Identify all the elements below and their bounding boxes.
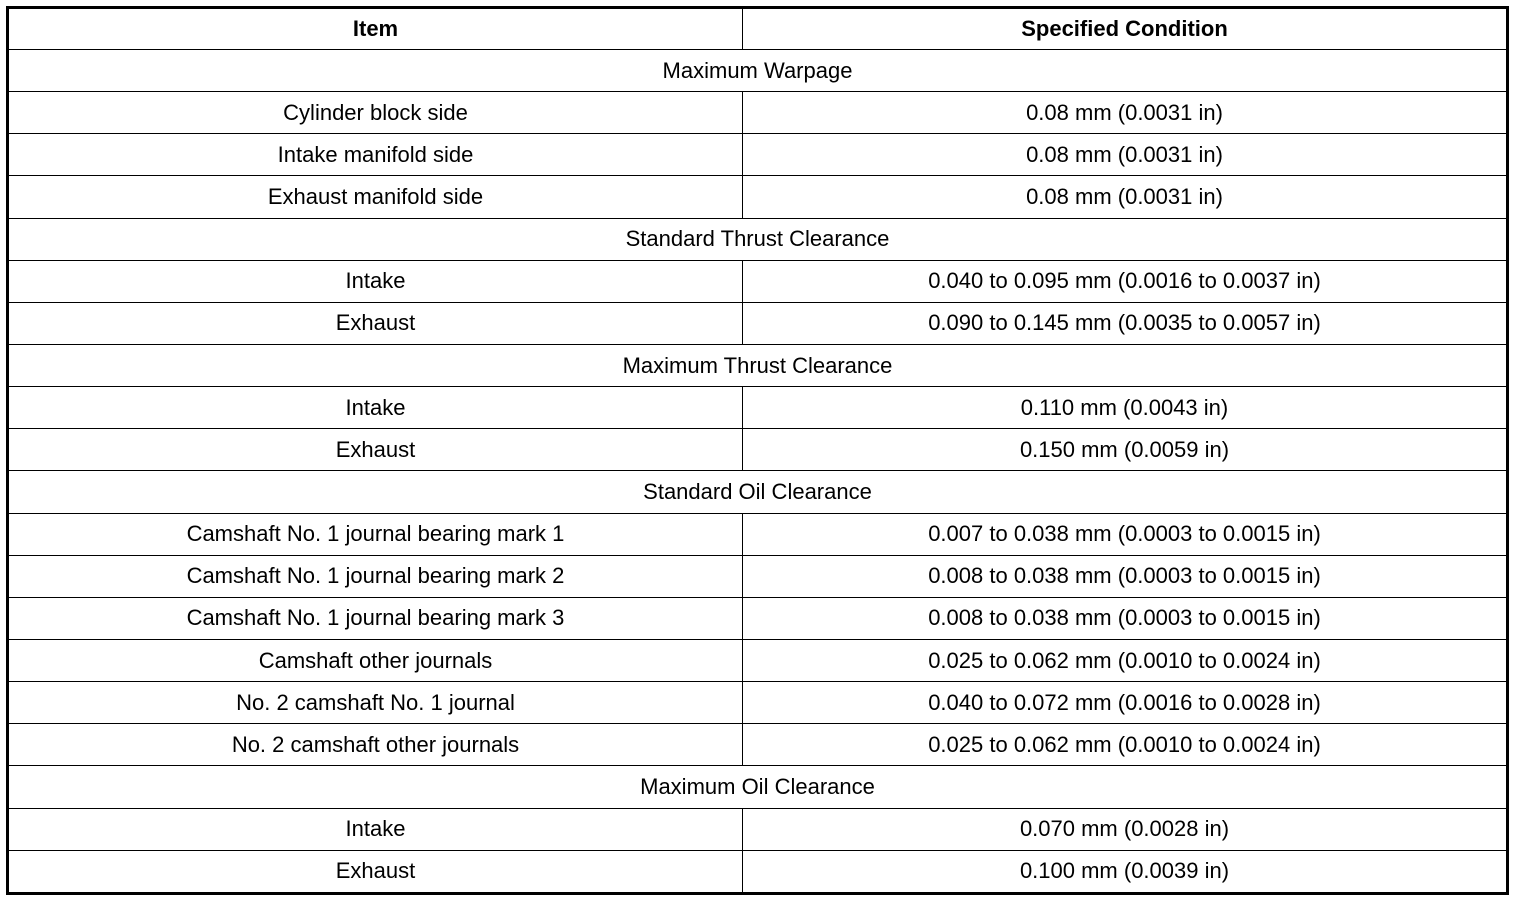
section-label: Standard Thrust Clearance — [8, 218, 1508, 260]
value-cell: 0.040 to 0.095 mm (0.0016 to 0.0037 in) — [743, 260, 1508, 302]
item-cell: Camshaft No. 1 journal bearing mark 2 — [8, 555, 743, 597]
value-cell: 0.070 mm (0.0028 in) — [743, 808, 1508, 850]
table-body — [8, 50, 1508, 894]
section-row — [8, 50, 1508, 92]
section-row — [8, 471, 1508, 513]
value-cell: 0.110 mm (0.0043 in) — [743, 387, 1508, 429]
value-cell: 0.008 to 0.038 mm (0.0003 to 0.0015 in) — [743, 555, 1508, 597]
section-label: Maximum Warpage — [8, 50, 1508, 92]
table-row — [8, 260, 1508, 302]
section-label: Standard Oil Clearance — [8, 471, 1508, 513]
section-row — [8, 218, 1508, 260]
table-row — [8, 682, 1508, 724]
item-cell: Camshaft No. 1 journal bearing mark 1 — [8, 513, 743, 555]
item-cell: Exhaust — [8, 302, 743, 344]
table-row — [8, 302, 1508, 344]
item-cell: Camshaft No. 1 journal bearing mark 3 — [8, 597, 743, 639]
item-cell: Exhaust — [8, 429, 743, 471]
item-cell: Intake manifold side — [8, 134, 743, 176]
value-cell: 0.150 mm (0.0059 in) — [743, 429, 1508, 471]
table-row — [8, 429, 1508, 471]
value-cell: 0.025 to 0.062 mm (0.0010 to 0.0024 in) — [743, 724, 1508, 766]
header-specified-condition: Specified Condition — [743, 8, 1508, 50]
table-header — [8, 8, 1508, 50]
value-cell: 0.008 to 0.038 mm (0.0003 to 0.0015 in) — [743, 597, 1508, 639]
table-row — [8, 387, 1508, 429]
item-cell: Exhaust — [8, 850, 743, 893]
table-row — [8, 134, 1508, 176]
value-cell: 0.08 mm (0.0031 in) — [743, 134, 1508, 176]
table-row — [8, 92, 1508, 134]
table-row — [8, 176, 1508, 218]
section-row — [8, 344, 1508, 386]
table-row — [8, 808, 1508, 850]
header-row — [8, 8, 1508, 50]
section-label: Maximum Oil Clearance — [8, 766, 1508, 808]
item-cell: Cylinder block side — [8, 92, 743, 134]
item-cell: Intake — [8, 260, 743, 302]
value-cell: 0.025 to 0.062 mm (0.0010 to 0.0024 in) — [743, 639, 1508, 681]
value-cell: 0.08 mm (0.0031 in) — [743, 176, 1508, 218]
value-cell: 0.100 mm (0.0039 in) — [743, 850, 1508, 893]
table-row — [8, 850, 1508, 893]
value-cell: 0.040 to 0.072 mm (0.0016 to 0.0028 in) — [743, 682, 1508, 724]
value-cell: 0.08 mm (0.0031 in) — [743, 92, 1508, 134]
item-cell: Intake — [8, 387, 743, 429]
section-row — [8, 766, 1508, 808]
header-item: Item — [8, 8, 743, 50]
item-cell: No. 2 camshaft No. 1 journal — [8, 682, 743, 724]
item-cell: Camshaft other journals — [8, 639, 743, 681]
table-row — [8, 555, 1508, 597]
item-cell: No. 2 camshaft other journals — [8, 724, 743, 766]
spec-table — [6, 6, 1509, 895]
table-row — [8, 639, 1508, 681]
section-label: Maximum Thrust Clearance — [8, 344, 1508, 386]
table-row — [8, 597, 1508, 639]
table-row — [8, 724, 1508, 766]
table-row — [8, 513, 1508, 555]
value-cell: 0.007 to 0.038 mm (0.0003 to 0.0015 in) — [743, 513, 1508, 555]
item-cell: Exhaust manifold side — [8, 176, 743, 218]
item-cell: Intake — [8, 808, 743, 850]
value-cell: 0.090 to 0.145 mm (0.0035 to 0.0057 in) — [743, 302, 1508, 344]
